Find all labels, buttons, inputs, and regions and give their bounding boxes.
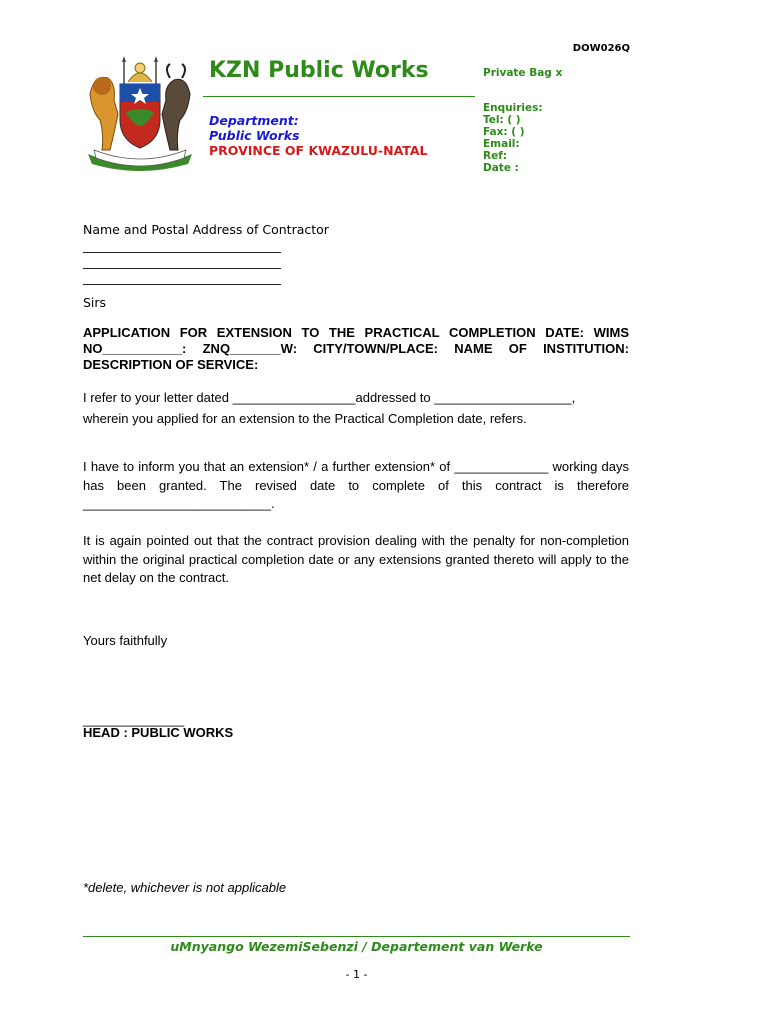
signatory-title: HEAD : PUBLIC WORKS — [83, 725, 234, 740]
department-name: Public Works — [209, 128, 300, 143]
body-paragraph-2: I have to inform you that an extension* / a further extension* of _____________ working days has been granted. The revised date to complete of this contract is therefore __________________________. — [83, 459, 629, 511]
address-line-3: _________________________________ — [83, 271, 281, 285]
page-number: - 1 - — [345, 968, 368, 981]
private-bag: Private Bag x — [483, 67, 563, 79]
body-paragraph-1-line-b: wherein you applied for an extension to the Practical Completion date, refers. — [83, 411, 527, 426]
enquiries-label: Enquiries: — [483, 102, 543, 114]
fax-field: Fax: ( ) — [483, 126, 525, 138]
document-code: DOW026Q — [572, 43, 630, 54]
address-block — [83, 222, 329, 286]
ref-field: Ref: — [483, 150, 507, 162]
closing: Yours faithfully — [83, 633, 168, 648]
subject-heading: APPLICATION FOR EXTENSION TO THE PRACTICAL COMPLETION DATE: WIMS NO___________: ZNQ_______W: CITY/TOWN/PLACE: NAME OF INSTITUTION: DESCRIPTION OF SERVICE: — [83, 325, 629, 372]
department-label: Department: — [209, 113, 299, 128]
province-name: PROVINCE OF KWAZULU-NATAL — [209, 143, 428, 158]
address-label: Name and Postal Address of Contractor — [83, 222, 329, 237]
body-paragraph-1-line-a: I refer to your letter dated _________________addressed to ___________________, — [83, 390, 576, 405]
body-paragraph-1 — [83, 387, 629, 429]
department-block — [209, 113, 427, 158]
body-paragraph-3: It is again pointed out that the contract provision dealing with the penalty for non-completion within the original practical completion date or any extensions granted thereto will apply to the net delay on the contract. — [83, 533, 629, 585]
footer-divider — [83, 936, 630, 937]
signature-line: ______________ — [83, 712, 185, 727]
contact-details — [483, 102, 543, 174]
coat-of-arms-logo — [84, 54, 196, 174]
footer-text: uMnyango WezemiSebenzi / Departement van Werke — [170, 939, 543, 954]
title-underline — [203, 96, 475, 97]
footnote: *delete, whichever is not applicable — [83, 880, 287, 895]
tel-field: Tel: ( ) — [483, 114, 521, 126]
address-line-1: _________________________________ — [83, 239, 281, 253]
salutation: Sirs — [83, 295, 107, 310]
email-field: Email: — [483, 138, 520, 150]
date-field: Date : — [483, 162, 519, 174]
address-line-2: _________________________________ — [83, 255, 281, 269]
organization-title: KZN Public Works — [209, 58, 429, 83]
